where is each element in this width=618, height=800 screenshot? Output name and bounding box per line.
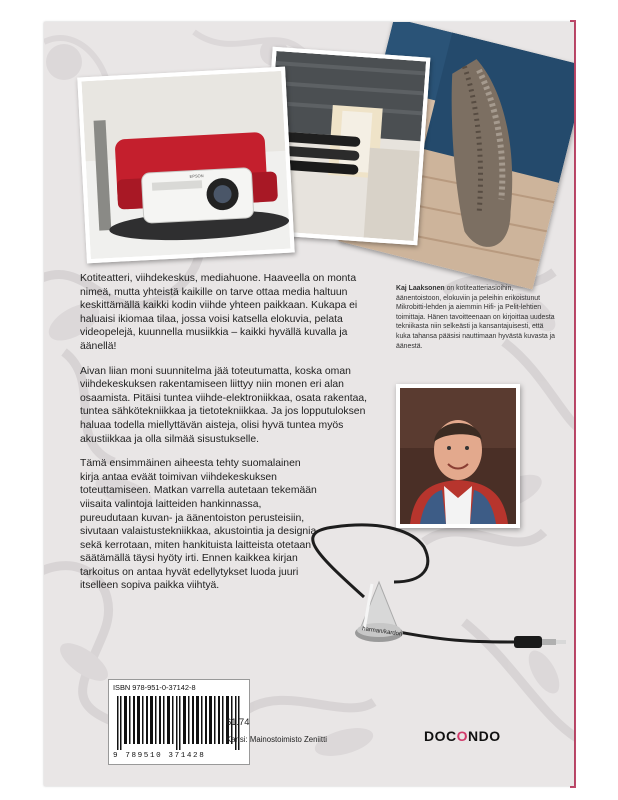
author-bio (396, 284, 556, 351)
publisher-logo-part-1: DOC (424, 728, 457, 744)
book-back-cover (44, 22, 574, 786)
publisher-logo-o2: O (489, 728, 501, 744)
author-bio-text: on kotiteatteriasioihin, äänentoistoon, elokuviin ja peleihin erikoistunut Mikrobitti-lehden ja aiemmin Hifi- ja Pelit-lehtien toimittaja. Hänen tavoitteenaan on kirjoittaa uudesta tekniikasta niin selkeästi ja kansantajuisesti, että kuka tahansa pääsisi nauttimaan hyvästä kuvasta ja äänestä. (396, 285, 555, 350)
cover-credit: Kansi: Mainostoimisto Zeniitti (226, 735, 327, 744)
barcode-digits: 9 789510 371428 (113, 752, 206, 760)
paragraph-2: Aivan liian moni suunnitelma jää toteutumatta, koska oman viihdekeskuksen rakentamiseen liittyy niin monen eri alan osaamista. Pitäisi tuntea viihde-elektroniikkaa, osata rakentaa, tuntea sähkötekniikkaa ja tietotekniikkaa. Ja jos lopputuloksen haluaa todella miellyttävän aisteja, olisi hyvä tuntea myös akustiikkaa ja olla silmää sisustukselle. (80, 365, 368, 445)
barcode-bars (117, 696, 241, 750)
paragraph-1: Kotiteatteri, viihdekeskus, mediahuone. Haaveella on monta nimeä, mutta yhteistä kaikille on tarve ottaa media haltuun keskittämällä kaikki kodin viihde yhteen paikkaan. Kukapa ei haluaisi ikiomaa tilaa, jossa voisi katsella elokuvia, pelata videopelejä, kuunnella musiikkia – kaikki hyvällä kuvalla ja äänellä! (80, 273, 358, 352)
publisher-logo-part-2: ND (468, 728, 490, 744)
photo-projector (77, 67, 294, 264)
paragraph-3: Tämä ensimmäinen aiheesta tehty suomalainen kirja antaa eväät toimivan viihdekeskuksen toteuttamiseen. Matkan varrella autetaan tekemään viisaita valintoja laitteiden hankinnassa, pureudutaan kuvan- ja äänentoiston perusteisiin, sivutaan valaistustekniikkaa, akustointia ja designia sekä kerrotaan, miten hankituista laitteista otetaan säätämällä täysi hyöty irti. Ennen kaikkea kirjan tarkoitus on antaa hyvät edellytykset luoda juuri itselleen sopiva paikka viihtyä. (80, 458, 317, 592)
projector-brand-label: EPSON (189, 173, 204, 179)
isbn-text: ISBN 978-951-0-37142-8 (113, 683, 196, 692)
author-portrait (396, 384, 520, 528)
cable-illustration (274, 512, 574, 672)
price-code: 61.74 (226, 716, 250, 727)
cone-brand-label: harman/kardon (361, 626, 403, 638)
publisher-logo-o: O (456, 728, 469, 744)
author-name: Kaj Laaksonen (396, 285, 445, 292)
publisher-logo (424, 728, 501, 744)
